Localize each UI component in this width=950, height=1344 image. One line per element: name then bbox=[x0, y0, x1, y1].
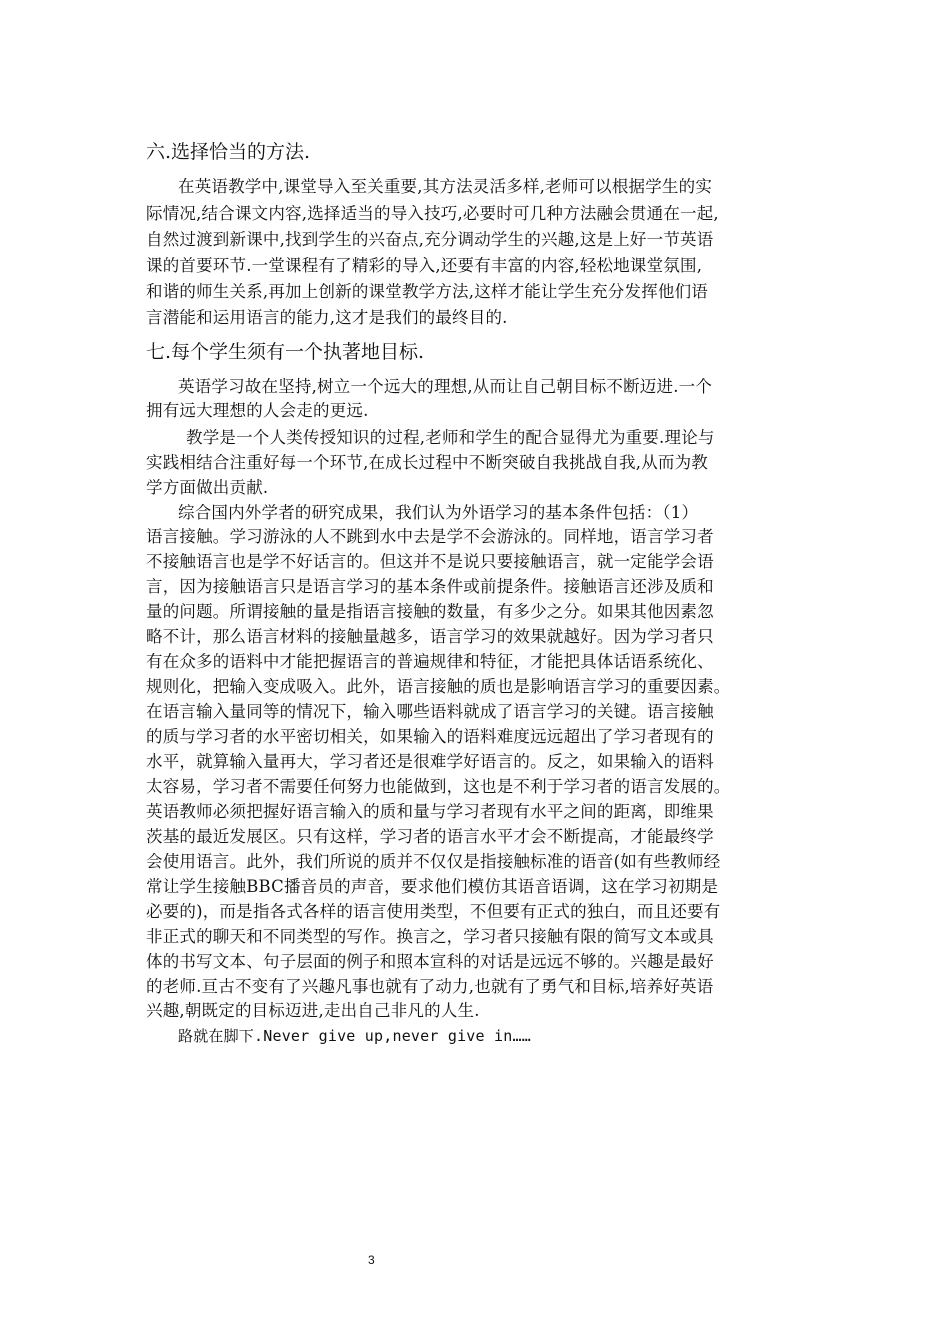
paragraph-line: 会使用语言。此外，我们所说的质并不仅仅是指接触标准的语音(如有些教师经 bbox=[146, 852, 721, 871]
paragraph-line: 言，因为接触语言只是语言学习的基本条件或前提条件。接触语言还涉及质和 bbox=[146, 577, 714, 596]
paragraph-line: 太容易，学习者不需要任何努力也能做到，这也是不利于学习者的语言发展的。 bbox=[146, 777, 731, 796]
paragraph-line: 非正式的聊天和不同类型的写作。换言之，学习者只接触有限的简写文本或具 bbox=[146, 927, 714, 946]
paragraph-line: 量的问题。所谓接触的量是指语言接触的数量，有多少之分。如果其他因素忽 bbox=[146, 602, 714, 621]
paragraph-line: 教学是一个人类传授知识的过程,老师和学生的配合显得尤为重要.理论与 bbox=[186, 428, 715, 447]
paragraph-line: 必要的)，而是指各式各样的语言使用类型，不但要有正式的独白，而且还要有 bbox=[146, 902, 721, 921]
paragraph-line: 的老师.亘古不变有了兴趣凡事也就有了动力,也就有了勇气和目标,培养好英语 bbox=[146, 977, 714, 996]
paragraph-line: 略不计，那么语言材料的接触量越多，语言学习的效果就越好。因为学习者只 bbox=[146, 627, 714, 646]
paragraph-line: 综合国内外学者的研究成果，我们认为外语学习的基本条件包括：（1） bbox=[178, 503, 699, 522]
paragraph-line: 言潜能和运用语言的能力,这才是我们的最终目的. bbox=[146, 308, 508, 327]
paragraph-line: 英语学习故在坚持,树立一个远大的理想,从而让自己朝目标不断迈进.一个 bbox=[178, 377, 713, 396]
paragraph-line: 茨基的最近发展区。只有这样，学习者的语言水平才会不断提高，才能最终学 bbox=[146, 827, 714, 846]
paragraph-line: 和谐的师生关系,再加上创新的课堂教学方法,这样才能让学生充分发挥他们语 bbox=[146, 282, 708, 301]
paragraph-line: 的质与学习者的水平密切相关，如果输入的语料难度远远超出了学习者现有的 bbox=[146, 727, 714, 746]
paragraph-line: 在语言输入量同等的情况下，输入哪些语料就成了语言学习的关键。语言接触 bbox=[146, 702, 714, 721]
paragraph-line: 有在众多的语料中才能把握语言的普遍规律和特征，才能把具体话语系统化、 bbox=[146, 652, 714, 671]
paragraph-line: 实践相结合注重好每一个环节,在成长过程中不断突破自我挑战自我,从而为教 bbox=[146, 453, 708, 472]
closing-line: 路就在脚下.Never give up,never give in…… bbox=[178, 1027, 531, 1045]
paragraph-line: 兴趣,朝既定的目标迈进,走出自己非凡的人生. bbox=[146, 1001, 480, 1020]
paragraph-line: 体的书写文本、句子层面的例子和照本宣科的对话是远远不够的。兴趣是最好 bbox=[146, 952, 714, 971]
paragraph-line: 自然过渡到新课中,找到学生的兴奋点,充分调动学生的兴趣,这是上好一节英语 bbox=[146, 230, 714, 249]
section-heading-6: 六.选择恰当的方法. bbox=[146, 141, 311, 163]
paragraph-line: 英语教师必须把握好语言输入的质和量与学习者现有水平之间的距离，即维果 bbox=[146, 802, 714, 821]
paragraph-line: 常让学生接触BBC播音员的声音，要求他们模仿其语音语调，这在学习初期是 bbox=[146, 877, 719, 896]
section-heading-7: 七.每个学生须有一个执著地目标. bbox=[146, 341, 425, 363]
paragraph-line: 际情况,结合课文内容,选择适当的导入技巧,必要时可几种方法融会贯通在一起, bbox=[146, 204, 719, 223]
paragraph-line: 规则化，把输入变成吸入。此外，语言接触的质也是影响语言学习的重要因素。 bbox=[146, 677, 731, 696]
paragraph-line: 在英语教学中,课堂导入至关重要,其方法灵活多样,老师可以根据学生的实 bbox=[178, 177, 713, 196]
paragraph-line: 学方面做出贡献. bbox=[146, 478, 269, 497]
paragraph-line: 语言接触。学习游泳的人不跳到水中去是学不会游泳的。同样地，语言学习者 bbox=[146, 527, 714, 546]
paragraph-line: 不接触语言也是学不好话言的。但这并不是说只要接触语言，就一定能学会语 bbox=[146, 552, 714, 571]
paragraph-line: 水平，就算输入量再大，学习者还是很难学好语言的。反之，如果输入的语料 bbox=[146, 752, 714, 771]
paragraph-line: 拥有远大理想的人会走的更远. bbox=[146, 401, 369, 420]
page-number: 3 bbox=[368, 1253, 375, 1267]
paragraph-line: 课的首要环节.一堂课程有了精彩的导入,还要有丰富的内容,轻松地课堂氛围, bbox=[146, 256, 703, 275]
